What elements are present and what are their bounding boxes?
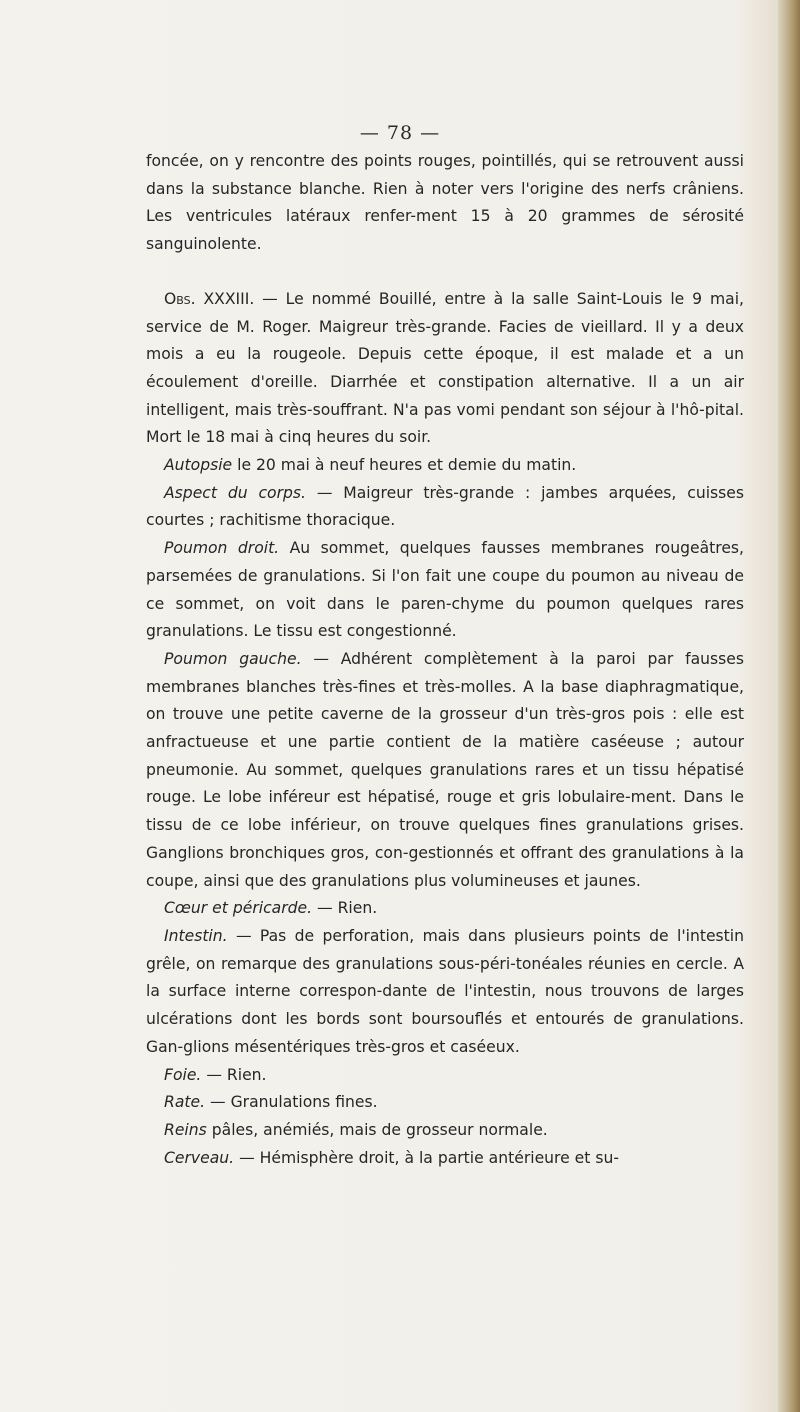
autopsie-text: le 20 mai à neuf heures et demie du matin.	[232, 456, 577, 475]
paragraph-cerveau	[146, 1145, 744, 1173]
paragraph-foie	[146, 1062, 744, 1090]
observation-text: — Le nommé Bouillé, entre à la salle Saint-Louis le 9 mai, service de M. Roger. Maigreur très-grande. Facies de vieillard. Il y a deux mois a eu la rougeole. Depuis cette époque, il est malade et a un écoulement d'oreille. Diarrhée et constipation alternative. Il a un air intelligent, mais très-souffrant. N'a pas vomi pendant son séjour à l'hô-pital. Mort le 18 mai à cinq heures du soir.	[146, 289, 745, 447]
cerveau-text: — Hémisphère droit, à la partie antérieure et su-	[234, 1148, 619, 1167]
body-text	[146, 148, 744, 1172]
coeur-label: Cœur et péricarde.	[164, 899, 313, 918]
poumon-droit-text: Au sommet, quelques fausses membranes rougeâtres, parsemées de granulations. Si l'on fait une coupe du poumon au niveau de ce sommet, on voit dans le paren-chyme du poumon quelques rares granulations. Le tissu est congestionné.	[146, 539, 744, 641]
aspect-label: Aspect du corps.	[164, 483, 306, 502]
paragraph-coeur	[146, 895, 744, 923]
paragraph-observation	[146, 286, 744, 452]
aspect-text: — Maigreur très-grande : jambes arquées, cuisses courtes ; rachitisme thoracique.	[146, 483, 744, 530]
paragraph-intestin	[146, 923, 744, 1062]
autopsie-label: Autopsie	[164, 456, 233, 475]
reins-label: Reins	[164, 1120, 207, 1139]
cerveau-label: Cerveau.	[164, 1148, 235, 1167]
observation-label: Obs. XXXIII.	[164, 289, 255, 308]
paragraph-poumon-droit	[146, 535, 744, 646]
poumon-droit-label: Poumon droit.	[164, 539, 280, 558]
paragraph-autopsie	[146, 452, 744, 480]
paragraph-aspect	[146, 480, 744, 535]
poumon-gauche-text: — Adhérent complètement à la paroi par fausses membranes blanches très-fines et très-molles. A la base diaphragmatique, on trouve une petite caverne de la grosseur d'un très-gros pois : elle est anfractueuse et une partie contient de la matière caséeuse ; autour pneumonie. Au sommet, quelques granulations rares et un tissu hépatisé rouge. Le lobe inféreur est hépatisé, rouge et gris lobulaire-ment. Dans le tissu de ce lobe inférieur, on trouve quelques fines granulations grises. Ganglions bronchiques gros, con-gestionnés et offrant des granulations à la coupe, ainsi que des granulations plus volumineuses et jaunes.	[146, 649, 744, 890]
intestin-label: Intestin.	[164, 926, 228, 945]
foie-text: — Rien.	[201, 1065, 267, 1084]
paragraph-reins	[146, 1117, 744, 1145]
intestin-text: — Pas de perforation, mais dans plusieurs points de l'intestin grêle, on remarque des granulations sous-péri-tonéales réunies en cercle. A la surface interne correspon-dante de l'intestin, nous trouvons de larges ulcérations dont les bords sont boursouflés et entourés de granulations. Gan-glions mésentériques très-gros et caséeux.	[146, 926, 744, 1056]
coeur-text: — Rien.	[312, 899, 378, 918]
poumon-gauche-label: Poumon gauche.	[164, 649, 302, 668]
paragraph-poumon-gauche	[146, 646, 744, 895]
paragraph-rate	[146, 1089, 744, 1117]
rate-label: Rate.	[164, 1093, 206, 1112]
page-number: — 78 —	[359, 122, 441, 144]
rate-text: — Granulations fines.	[205, 1093, 378, 1112]
foie-label: Foie.	[164, 1065, 202, 1084]
page-edge	[778, 0, 800, 1412]
paragraph-intro: foncée, on y rencontre des points rouges, pointillés, qui se retrouvent aussi dans la substance blanche. Rien à noter vers l'origine des nerfs crâniens. Les ventricules latéraux renfer-ment 15 à 20 grammes de sérosité sanguinolente.	[146, 152, 744, 254]
reins-text: pâles, anémiés, mais de grosseur normale.	[206, 1120, 548, 1139]
